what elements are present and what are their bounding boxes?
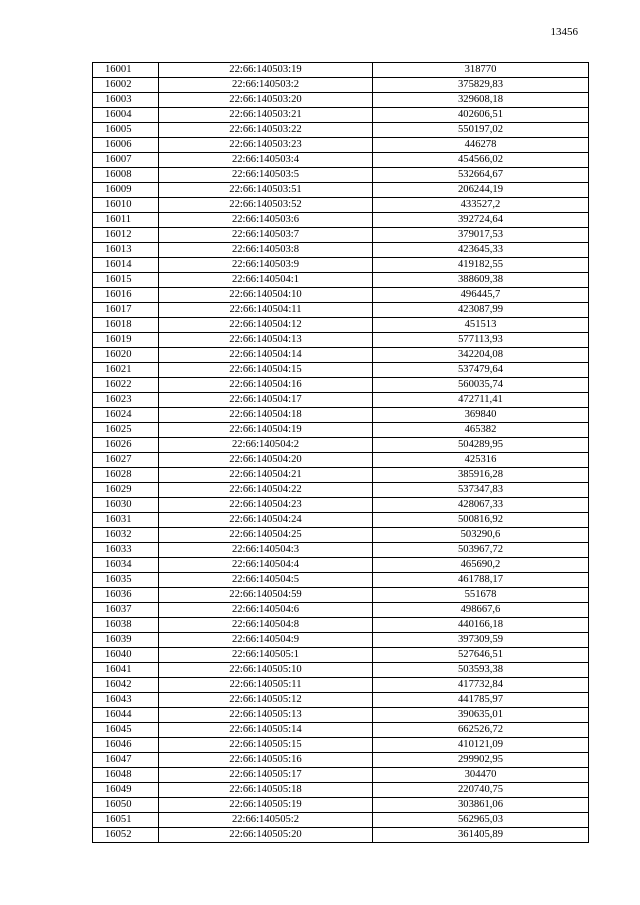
row-number-cell: 16018	[93, 318, 159, 333]
value-cell: 388609,38	[373, 273, 589, 288]
row-number-cell: 16019	[93, 333, 159, 348]
cadastral-number-cell: 22:66:140505:18	[159, 783, 373, 798]
row-number-cell: 16029	[93, 483, 159, 498]
cadastral-number-cell: 22:66:140504:20	[159, 453, 373, 468]
table-row	[93, 783, 589, 798]
row-number-cell: 16006	[93, 138, 159, 153]
cadastral-number-cell: 22:66:140504:6	[159, 603, 373, 618]
row-number-cell: 16025	[93, 423, 159, 438]
value-cell: 577113,93	[373, 333, 589, 348]
value-cell: 303861,06	[373, 798, 589, 813]
value-cell: 385916,28	[373, 468, 589, 483]
table-row	[93, 483, 589, 498]
row-number-cell: 16036	[93, 588, 159, 603]
value-cell: 532664,67	[373, 168, 589, 183]
value-cell: 361405,89	[373, 828, 589, 843]
value-cell: 329608,18	[373, 93, 589, 108]
table-row	[93, 378, 589, 393]
row-number-cell: 16008	[93, 168, 159, 183]
table-row	[93, 738, 589, 753]
row-number-cell: 16011	[93, 213, 159, 228]
row-number-cell: 16052	[93, 828, 159, 843]
row-number-cell: 16046	[93, 738, 159, 753]
value-cell: 428067,33	[373, 498, 589, 513]
row-number-cell: 16040	[93, 648, 159, 663]
table-row	[93, 273, 589, 288]
cadastral-number-cell: 22:66:140505:11	[159, 678, 373, 693]
cadastral-number-cell: 22:66:140503:5	[159, 168, 373, 183]
page-number: 13456	[550, 26, 578, 38]
table-row	[93, 138, 589, 153]
cadastral-number-cell: 22:66:140503:8	[159, 243, 373, 258]
row-number-cell: 16003	[93, 93, 159, 108]
value-cell: 423087,99	[373, 303, 589, 318]
value-cell: 560035,74	[373, 378, 589, 393]
row-number-cell: 16030	[93, 498, 159, 513]
cadastral-number-cell: 22:66:140504:3	[159, 543, 373, 558]
value-cell: 465382	[373, 423, 589, 438]
row-number-cell: 16016	[93, 288, 159, 303]
cadastral-number-cell: 22:66:140505:20	[159, 828, 373, 843]
row-number-cell: 16047	[93, 753, 159, 768]
row-number-cell: 16024	[93, 408, 159, 423]
value-cell: 433527,2	[373, 198, 589, 213]
cadastral-number-cell: 22:66:140503:19	[159, 63, 373, 78]
value-cell: 417732,84	[373, 678, 589, 693]
row-number-cell: 16005	[93, 123, 159, 138]
table-row	[93, 723, 589, 738]
cadastral-number-cell: 22:66:140504:22	[159, 483, 373, 498]
table-row	[93, 183, 589, 198]
row-number-cell: 16014	[93, 258, 159, 273]
table-row	[93, 768, 589, 783]
value-cell: 397309,59	[373, 633, 589, 648]
table-row	[93, 798, 589, 813]
cadastral-number-cell: 22:66:140505:14	[159, 723, 373, 738]
row-number-cell: 16042	[93, 678, 159, 693]
value-cell: 503290,6	[373, 528, 589, 543]
cadastral-number-cell: 22:66:140505:12	[159, 693, 373, 708]
cadastral-number-cell: 22:66:140504:13	[159, 333, 373, 348]
value-cell: 472711,41	[373, 393, 589, 408]
table-row	[93, 693, 589, 708]
table-row	[93, 243, 589, 258]
cadastral-number-cell: 22:66:140504:12	[159, 318, 373, 333]
row-number-cell: 16002	[93, 78, 159, 93]
value-cell: 496445,7	[373, 288, 589, 303]
table-row	[93, 333, 589, 348]
table-row	[93, 318, 589, 333]
table-row	[93, 258, 589, 273]
row-number-cell: 16032	[93, 528, 159, 543]
row-number-cell: 16035	[93, 573, 159, 588]
cadastral-number-cell: 22:66:140504:14	[159, 348, 373, 363]
value-cell: 537347,83	[373, 483, 589, 498]
cadastral-number-cell: 22:66:140503:7	[159, 228, 373, 243]
row-number-cell: 16017	[93, 303, 159, 318]
value-cell: 461788,17	[373, 573, 589, 588]
value-cell: 498667,6	[373, 603, 589, 618]
cadastral-number-cell: 22:66:140504:24	[159, 513, 373, 528]
table-row	[93, 363, 589, 378]
value-cell: 410121,09	[373, 738, 589, 753]
value-cell: 390635,01	[373, 708, 589, 723]
table-row	[93, 288, 589, 303]
value-cell: 662526,72	[373, 723, 589, 738]
value-cell: 446278	[373, 138, 589, 153]
table-row	[93, 813, 589, 828]
cadastral-number-cell: 22:66:140504:8	[159, 618, 373, 633]
value-cell: 220740,75	[373, 783, 589, 798]
cadastral-number-cell: 22:66:140503:4	[159, 153, 373, 168]
row-number-cell: 16021	[93, 363, 159, 378]
cadastral-number-cell: 22:66:140503:51	[159, 183, 373, 198]
row-number-cell: 16026	[93, 438, 159, 453]
table-row	[93, 303, 589, 318]
table-row	[93, 198, 589, 213]
table-row	[93, 753, 589, 768]
value-cell: 423645,33	[373, 243, 589, 258]
row-number-cell: 16050	[93, 798, 159, 813]
value-cell: 369840	[373, 408, 589, 423]
row-number-cell: 16028	[93, 468, 159, 483]
cadastral-number-cell: 22:66:140504:2	[159, 438, 373, 453]
cadastral-number-cell: 22:66:140504:18	[159, 408, 373, 423]
data-table	[92, 62, 589, 843]
table-row	[93, 528, 589, 543]
row-number-cell: 16048	[93, 768, 159, 783]
value-cell: 454566,02	[373, 153, 589, 168]
row-number-cell: 16037	[93, 603, 159, 618]
table-row	[93, 603, 589, 618]
cadastral-number-cell: 22:66:140505:1	[159, 648, 373, 663]
cadastral-number-cell: 22:66:140504:11	[159, 303, 373, 318]
cadastral-number-cell: 22:66:140505:2	[159, 813, 373, 828]
row-number-cell: 16001	[93, 63, 159, 78]
table-row	[93, 123, 589, 138]
value-cell: 419182,55	[373, 258, 589, 273]
cadastral-number-cell: 22:66:140504:21	[159, 468, 373, 483]
table-row	[93, 348, 589, 363]
cadastral-number-cell: 22:66:140504:15	[159, 363, 373, 378]
table-row	[93, 153, 589, 168]
row-number-cell: 16043	[93, 693, 159, 708]
table-row	[93, 678, 589, 693]
row-number-cell: 16038	[93, 618, 159, 633]
cadastral-number-cell: 22:66:140504:59	[159, 588, 373, 603]
table-row	[93, 828, 589, 843]
cadastral-number-cell: 22:66:140504:9	[159, 633, 373, 648]
cadastral-number-cell: 22:66:140503:2	[159, 78, 373, 93]
cadastral-number-cell: 22:66:140505:16	[159, 753, 373, 768]
cadastral-number-cell: 22:66:140504:25	[159, 528, 373, 543]
cadastral-number-cell: 22:66:140504:4	[159, 558, 373, 573]
table-row	[93, 468, 589, 483]
row-number-cell: 16013	[93, 243, 159, 258]
row-number-cell: 16049	[93, 783, 159, 798]
row-number-cell: 16033	[93, 543, 159, 558]
table-row	[93, 168, 589, 183]
value-cell: 375829,83	[373, 78, 589, 93]
cadastral-number-cell: 22:66:140503:22	[159, 123, 373, 138]
cadastral-number-cell: 22:66:140503:23	[159, 138, 373, 153]
cadastral-number-cell: 22:66:140504:5	[159, 573, 373, 588]
value-cell: 550197,02	[373, 123, 589, 138]
value-cell: 465690,2	[373, 558, 589, 573]
table-row	[93, 408, 589, 423]
cadastral-number-cell: 22:66:140504:17	[159, 393, 373, 408]
row-number-cell: 16027	[93, 453, 159, 468]
cadastral-number-cell: 22:66:140505:17	[159, 768, 373, 783]
row-number-cell: 16012	[93, 228, 159, 243]
table-row	[93, 573, 589, 588]
cadastral-number-cell: 22:66:140503:20	[159, 93, 373, 108]
row-number-cell: 16045	[93, 723, 159, 738]
row-number-cell: 16022	[93, 378, 159, 393]
value-cell: 441785,97	[373, 693, 589, 708]
table-row	[93, 228, 589, 243]
table-row	[93, 588, 589, 603]
row-number-cell: 16007	[93, 153, 159, 168]
cadastral-number-cell: 22:66:140503:6	[159, 213, 373, 228]
table-row	[93, 708, 589, 723]
table-row	[93, 453, 589, 468]
table-row	[93, 543, 589, 558]
table-row	[93, 513, 589, 528]
row-number-cell: 16010	[93, 198, 159, 213]
table-row	[93, 63, 589, 78]
table-row	[93, 438, 589, 453]
table-row	[93, 78, 589, 93]
row-number-cell: 16015	[93, 273, 159, 288]
cadastral-number-cell: 22:66:140505:10	[159, 663, 373, 678]
value-cell: 500816,92	[373, 513, 589, 528]
table-row	[93, 618, 589, 633]
row-number-cell: 16044	[93, 708, 159, 723]
table-row	[93, 213, 589, 228]
row-number-cell: 16034	[93, 558, 159, 573]
value-cell: 504289,95	[373, 438, 589, 453]
value-cell: 206244,19	[373, 183, 589, 198]
row-number-cell: 16051	[93, 813, 159, 828]
table-row	[93, 423, 589, 438]
row-number-cell: 16020	[93, 348, 159, 363]
value-cell: 537479,64	[373, 363, 589, 378]
value-cell: 451513	[373, 318, 589, 333]
table-row	[93, 498, 589, 513]
cadastral-number-cell: 22:66:140503:52	[159, 198, 373, 213]
cadastral-number-cell: 22:66:140503:9	[159, 258, 373, 273]
value-cell: 379017,53	[373, 228, 589, 243]
cadastral-number-cell: 22:66:140505:19	[159, 798, 373, 813]
row-number-cell: 16039	[93, 633, 159, 648]
table-row	[93, 393, 589, 408]
table-row	[93, 558, 589, 573]
cadastral-number-cell: 22:66:140504:19	[159, 423, 373, 438]
value-cell: 392724,64	[373, 213, 589, 228]
row-number-cell: 16031	[93, 513, 159, 528]
row-number-cell: 16041	[93, 663, 159, 678]
value-cell: 299902,95	[373, 753, 589, 768]
row-number-cell: 16009	[93, 183, 159, 198]
cadastral-number-cell: 22:66:140504:16	[159, 378, 373, 393]
cadastral-number-cell: 22:66:140505:13	[159, 708, 373, 723]
value-cell: 562965,03	[373, 813, 589, 828]
value-cell: 318770	[373, 63, 589, 78]
table-row	[93, 633, 589, 648]
table-row	[93, 108, 589, 123]
cadastral-number-cell: 22:66:140504:10	[159, 288, 373, 303]
value-cell: 551678	[373, 588, 589, 603]
table-body	[93, 63, 589, 843]
table-row	[93, 93, 589, 108]
cadastral-number-cell: 22:66:140505:15	[159, 738, 373, 753]
value-cell: 440166,18	[373, 618, 589, 633]
value-cell: 503593,38	[373, 663, 589, 678]
table-row	[93, 648, 589, 663]
cadastral-number-cell: 22:66:140504:23	[159, 498, 373, 513]
value-cell: 402606,51	[373, 108, 589, 123]
cadastral-number-cell: 22:66:140504:1	[159, 273, 373, 288]
row-number-cell: 16023	[93, 393, 159, 408]
value-cell: 304470	[373, 768, 589, 783]
table-row	[93, 663, 589, 678]
value-cell: 342204,08	[373, 348, 589, 363]
row-number-cell: 16004	[93, 108, 159, 123]
value-cell: 503967,72	[373, 543, 589, 558]
value-cell: 425316	[373, 453, 589, 468]
value-cell: 527646,51	[373, 648, 589, 663]
cadastral-number-cell: 22:66:140503:21	[159, 108, 373, 123]
